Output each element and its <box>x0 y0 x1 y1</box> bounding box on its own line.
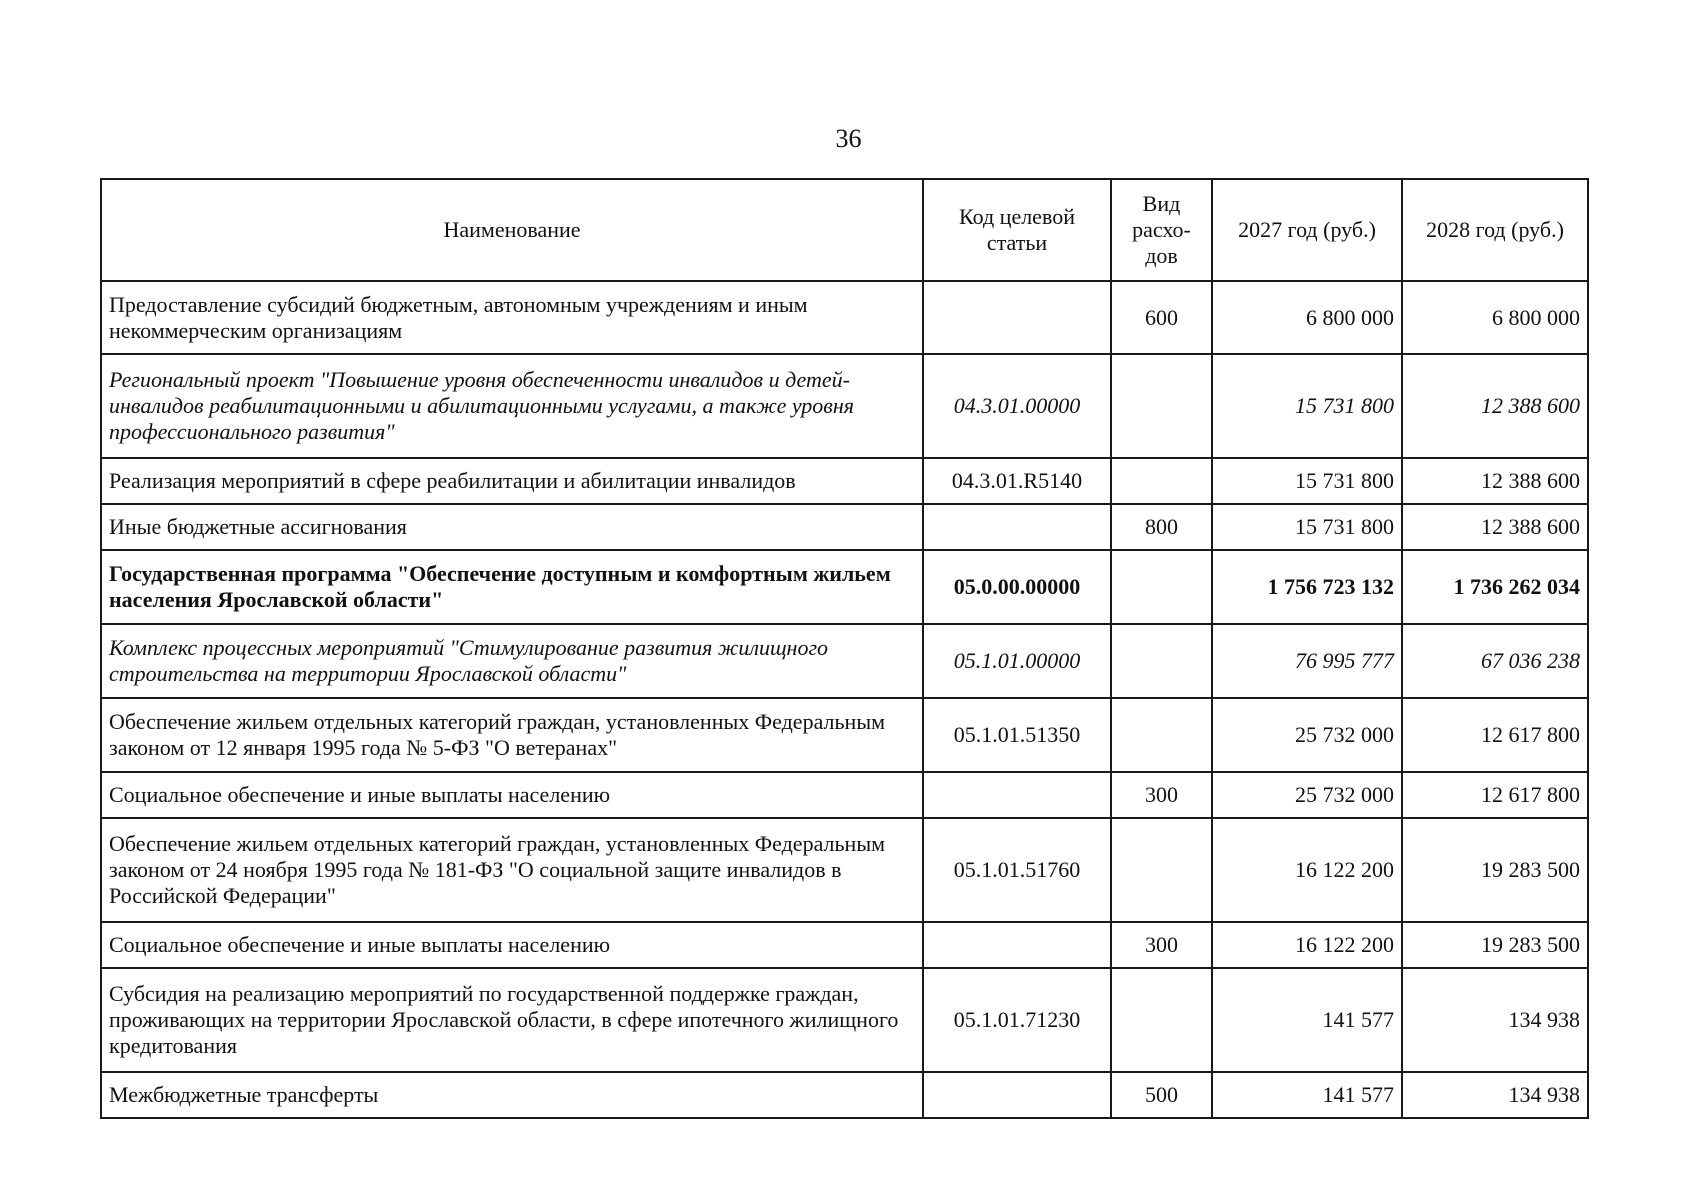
row-2027: 15 731 800 <box>1212 458 1402 504</box>
row-name: Региональный проект "Повышение уровня обеспеченности инвалидов и детей-инвалидов реабилитационными и абилитационными услугами, а также уровня профессионального развития" <box>101 354 923 458</box>
row-2028: 67 036 238 <box>1402 624 1588 698</box>
row-2027: 25 732 000 <box>1212 698 1402 772</box>
row-code: 05.1.01.71230 <box>923 968 1111 1072</box>
row-2028: 134 938 <box>1402 1072 1588 1118</box>
table-row <box>101 354 1588 458</box>
row-2028: 12 617 800 <box>1402 772 1588 818</box>
row-2027: 16 122 200 <box>1212 922 1402 968</box>
row-2027: 141 577 <box>1212 968 1402 1072</box>
row-2027: 6 800 000 <box>1212 281 1402 354</box>
row-name: Социальное обеспечение и иные выплаты населению <box>101 922 923 968</box>
row-type <box>1111 818 1212 922</box>
row-name: Социальное обеспечение и иные выплаты населению <box>101 772 923 818</box>
row-2028: 12 388 600 <box>1402 504 1588 550</box>
row-type <box>1111 354 1212 458</box>
row-2028: 12 617 800 <box>1402 698 1588 772</box>
table-header-row <box>101 179 1588 281</box>
row-2028: 134 938 <box>1402 968 1588 1072</box>
header-code: Код целевой статьи <box>923 179 1111 281</box>
header-type: Вид расхо-дов <box>1111 179 1212 281</box>
row-name: Государственная программа "Обеспечение доступным и комфортным жильем населения Ярославской области" <box>101 550 923 624</box>
row-code <box>923 504 1111 550</box>
budget-table <box>100 178 1589 1119</box>
table-row <box>101 550 1588 624</box>
row-code <box>923 772 1111 818</box>
header-2028: 2028 год (руб.) <box>1402 179 1588 281</box>
row-type: 500 <box>1111 1072 1212 1118</box>
row-name: Обеспечение жильем отдельных категорий граждан, установленных Федеральным законом от 12 января 1995 года № 5-ФЗ "О ветеранах" <box>101 698 923 772</box>
row-2027: 141 577 <box>1212 1072 1402 1118</box>
table-row <box>101 818 1588 922</box>
row-type <box>1111 698 1212 772</box>
row-2027: 76 995 777 <box>1212 624 1402 698</box>
row-name: Иные бюджетные ассигнования <box>101 504 923 550</box>
table-row <box>101 458 1588 504</box>
row-code: 05.1.01.51350 <box>923 698 1111 772</box>
row-2028: 19 283 500 <box>1402 922 1588 968</box>
row-code: 05.0.00.00000 <box>923 550 1111 624</box>
row-code: 04.3.01.00000 <box>923 354 1111 458</box>
table-row <box>101 698 1588 772</box>
row-2027: 1 756 723 132 <box>1212 550 1402 624</box>
row-code: 05.1.01.00000 <box>923 624 1111 698</box>
row-type <box>1111 550 1212 624</box>
row-name: Межбюджетные трансферты <box>101 1072 923 1118</box>
page-number: 36 <box>835 124 862 153</box>
table-row <box>101 772 1588 818</box>
table-row <box>101 281 1588 354</box>
row-type: 300 <box>1111 772 1212 818</box>
row-2028: 1 736 262 034 <box>1402 550 1588 624</box>
row-2027: 15 731 800 <box>1212 504 1402 550</box>
row-name: Реализация мероприятий в сфере реабилитации и абилитации инвалидов <box>101 458 923 504</box>
row-type <box>1111 968 1212 1072</box>
row-name: Комплекс процессных мероприятий "Стимулирование развития жилищного строительства на территории Ярославской области" <box>101 624 923 698</box>
header-name: Наименование <box>101 179 923 281</box>
row-type: 600 <box>1111 281 1212 354</box>
row-code <box>923 922 1111 968</box>
row-type: 800 <box>1111 504 1212 550</box>
table-row <box>101 968 1588 1072</box>
row-2027: 25 732 000 <box>1212 772 1402 818</box>
header-2027: 2027 год (руб.) <box>1212 179 1402 281</box>
row-code <box>923 1072 1111 1118</box>
table-row <box>101 624 1588 698</box>
row-type <box>1111 624 1212 698</box>
row-type: 300 <box>1111 922 1212 968</box>
row-2028: 12 388 600 <box>1402 458 1588 504</box>
table-row <box>101 922 1588 968</box>
table-row <box>101 1072 1588 1118</box>
row-code: 04.3.01.R5140 <box>923 458 1111 504</box>
row-2027: 16 122 200 <box>1212 818 1402 922</box>
row-code <box>923 281 1111 354</box>
row-name: Обеспечение жильем отдельных категорий граждан, установленных Федеральным законом от 24 ноября 1995 года № 181-ФЗ "О социальной защите инвалидов в Российской Федерации" <box>101 818 923 922</box>
row-name: Предоставление субсидий бюджетным, автономным учреждениям и иным некоммерческим организациям <box>101 281 923 354</box>
row-name: Субсидия на реализацию мероприятий по государственной поддержке граждан, проживающих на территории Ярославской области, в сфере ипотечного жилищного кредитования <box>101 968 923 1072</box>
table-row <box>101 504 1588 550</box>
row-code: 05.1.01.51760 <box>923 818 1111 922</box>
row-2028: 12 388 600 <box>1402 354 1588 458</box>
row-2028: 19 283 500 <box>1402 818 1588 922</box>
row-2028: 6 800 000 <box>1402 281 1588 354</box>
row-type <box>1111 458 1212 504</box>
row-2027: 15 731 800 <box>1212 354 1402 458</box>
